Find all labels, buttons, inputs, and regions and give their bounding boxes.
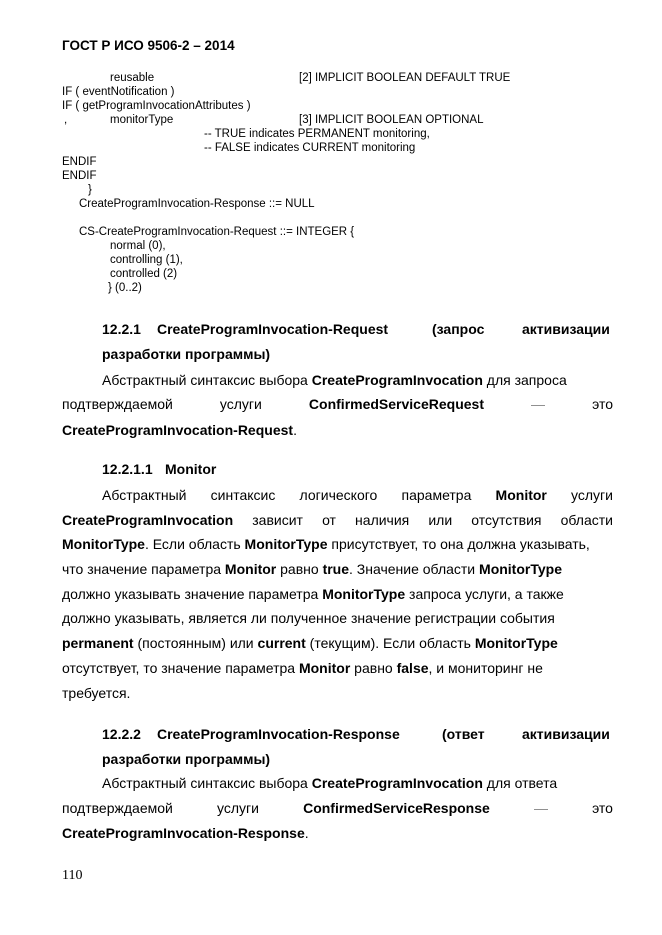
document-header: ГОСТ Р ИСО 9506-2 – 2014 bbox=[62, 38, 235, 53]
section-title-part: (запрос bbox=[432, 321, 485, 337]
code-line: } bbox=[88, 184, 92, 196]
paragraph-line: CreateProgramInvocation-Response. bbox=[62, 825, 309, 841]
paragraph-line: должно указывать, является ли полученное значение регистрации события bbox=[62, 610, 555, 626]
section-title-part: (ответ bbox=[442, 726, 485, 742]
section-number: 12.2.1.1 bbox=[102, 461, 153, 477]
code-line: normal (0), bbox=[110, 240, 166, 252]
code-line: controlling (1), bbox=[110, 254, 183, 266]
section-title-line2: разработки программы) bbox=[102, 346, 271, 362]
paragraph-line: Абстрактный синтаксис выбора CreateProgramInvocation для ответа bbox=[102, 775, 558, 791]
paragraph-line: должно указывать значение параметра MonitorType запроса услуги, а также bbox=[62, 586, 564, 602]
page-number: 110 bbox=[62, 868, 83, 883]
code-line: IF ( getProgramInvocationAttributes ) bbox=[62, 100, 251, 112]
code-line: reusable bbox=[110, 72, 155, 84]
code-line: } (0..2) bbox=[108, 282, 142, 294]
code-line: ENDIF bbox=[62, 156, 97, 168]
paragraph-line: что значение параметра Monitor равно true. Значение области MonitorType bbox=[62, 561, 562, 577]
paragraph-line: Абстрактный синтаксис логического параметра Monitor услуги bbox=[102, 487, 613, 503]
code-line: ENDIF bbox=[62, 170, 97, 182]
section-title: CreateProgramInvocation-Request bbox=[157, 321, 389, 337]
section-title: Monitor bbox=[165, 461, 217, 477]
code-line: controlled (2) bbox=[110, 268, 178, 280]
code-line: CreateProgramInvocation-Response ::= NULL bbox=[79, 198, 315, 210]
code-line: -- FALSE indicates CURRENT monitoring bbox=[204, 142, 416, 154]
paragraph-line: требуется. bbox=[62, 685, 131, 701]
code-line: IF ( eventNotification ) bbox=[62, 86, 175, 98]
section-number: 12.2.2 bbox=[102, 726, 141, 742]
code-line: CS-CreateProgramInvocation-Request ::= INTEGER { bbox=[79, 226, 355, 238]
paragraph-line: MonitorType. Если область MonitorType присутствует, то она должна указывать, bbox=[62, 536, 590, 552]
paragraph-line: отсутствует, то значение параметра Monitor равно false, и мониторинг не bbox=[62, 660, 543, 676]
section-title-line2: разработки программы) bbox=[102, 751, 271, 767]
code-line: -- TRUE indicates PERMANENT monitoring, bbox=[204, 128, 430, 140]
paragraph-line: Абстрактный синтаксис выбора CreateProgramInvocation для запроса bbox=[102, 372, 567, 388]
section-title-part: активизации bbox=[522, 726, 610, 742]
code-line: monitorType bbox=[110, 114, 174, 126]
section-title: CreateProgramInvocation-Response bbox=[157, 726, 400, 742]
section-number: 12.2.1 bbox=[102, 321, 141, 337]
code-line: [3] IMPLICIT BOOLEAN OPTIONAL bbox=[299, 114, 484, 126]
section-title-part: активизации bbox=[522, 321, 610, 337]
paragraph-line: подтверждаемой услуги ConfirmedServiceResponse — это bbox=[62, 800, 613, 816]
code-line: , bbox=[64, 114, 68, 126]
paragraph-line: permanent (постоянным) или current (текущим). Если область MonitorType bbox=[62, 635, 558, 651]
paragraph-line: подтверждаемой услуги ConfirmedServiceRequest — это bbox=[62, 396, 613, 412]
paragraph-line: CreateProgramInvocation зависит от наличия или отсутствия области bbox=[62, 512, 613, 528]
code-line: [2] IMPLICIT BOOLEAN DEFAULT TRUE bbox=[299, 72, 511, 84]
paragraph-line: CreateProgramInvocation-Request. bbox=[62, 422, 297, 438]
